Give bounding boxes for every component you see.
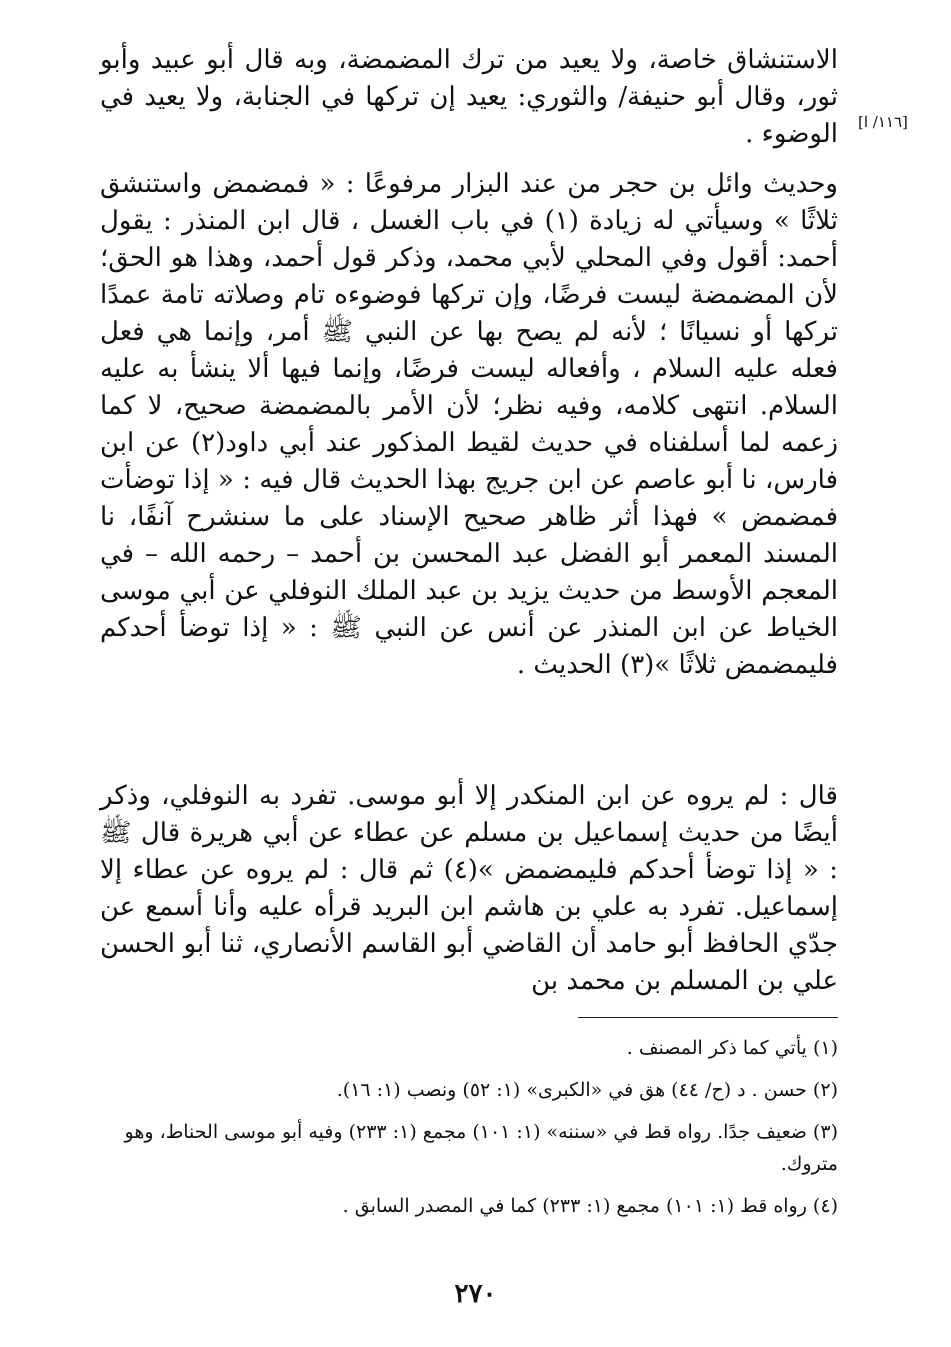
footnote-3: (٣) ضعيف جدًا. رواه قط في «سننه» (١: ١٠١) مجمع (١: ٢٣٣) وفيه أبو موسى الحناط، وهو متروك. [124,1121,838,1175]
paragraph-3 [100,778,838,1000]
footnote-divider [578,1017,838,1018]
margin-manuscript-reference: [١١٦/ ا] [858,113,908,131]
paragraph-1 [100,42,838,153]
paragraph-text: قال : لم يروه عن ابن المنكدر إلا أبو موسى. تفرد به النوفلي، وذكر أيضًا من حديث إسماعيل بن مسلم عن عطاء عن أبي هريرة قال ﷺ : « إذا توضأ أحدكم فليمضمض »(٤) ثم قال : لم يروه عن عطاء إلا إسماعيل. تفرد به علي بن هاشم ابن البريد قرأه عليه وأنا أسمع عن جدّي الحافظ أبو حامد أن القاضي أبو القاسم الأنصاري، ثنا أبو الحسن علي بن المسلم بن محمد بن [100,781,839,996]
page-number: ٢٧٠ [454,1279,497,1309]
footnotes [100,1032,838,1232]
paragraph-text: الاستنشاق خاصة، ولا يعيد من ترك المضمضة، وبه قال أبو عبيد وأبو ثور، وقال أبو حنيفة/ والثوري: يعيد إن تركها في الجنابة، ولا يعيد في الوضوء . [100,45,838,149]
footnote-2: (٢) حسن . د (ح/ ٤٤) هق في «الكبرى» (١: ٥٢) ونصب (١: ١٦). [336,1079,838,1101]
footnote-1: (١) يأتي كما ذكر المصنف . [626,1037,838,1059]
paragraph-2 [100,166,838,684]
footnote-4: (٤) رواه قط (١: ١٠١) مجمع (١: ٢٣٣) كما في المصدر السابق . [342,1195,838,1217]
paragraph-text: وحديث وائل بن حجر من عند البزار مرفوعًا : « فمضمض واستنشق ثلاثًا » وسيأتي له زيادة (١) في باب الغسل ، قال ابن المنذر : يقول أحمد: أقول وفي المحلي لأبي محمد، وذكر قول أحمد، وهذا هو الحق؛ لأن المضمضة ليست فرضًا، وإن تركها فوضوءه تام وصلاته تامة عمدًا تركها أو نسيانًا ؛ لأنه لم يصح بها عن النبي ﷺ أمر، وإنما هي فعل فعله عليه السلام ، وأفعاله ليست فرضًا، وإنما فيها ألا ينشأ به عليه السلام. انتهى كلامه، وفيه نظر؛ لأن الأمر بالمضمضة صحيح، لا كما زعمه لما أسلفناه في حديث لقيط المذكور عند أبي داود(٢) عن ابن فارس، نا أبو عاصم عن ابن جريج بهذا الحديث قال فيه : « إذا توضأت فمضمض » فهذا أثر ظاهر صحيح الإسناد على ما سنشرح آنفًا، نا المسند المعمر أبو الفضل عبد المحسن بن أحمد – رحمه الله – في المعجم الأوسط من حديث يزيد بن عبد الملك النوفلي عن أبي موسى الخياط عن ابن المنذر عن أنس عن النبي ﷺ : « إذا توضأ أحدكم فليمضمض ثلاثًا »(٣) الحديث . [100,169,839,680]
